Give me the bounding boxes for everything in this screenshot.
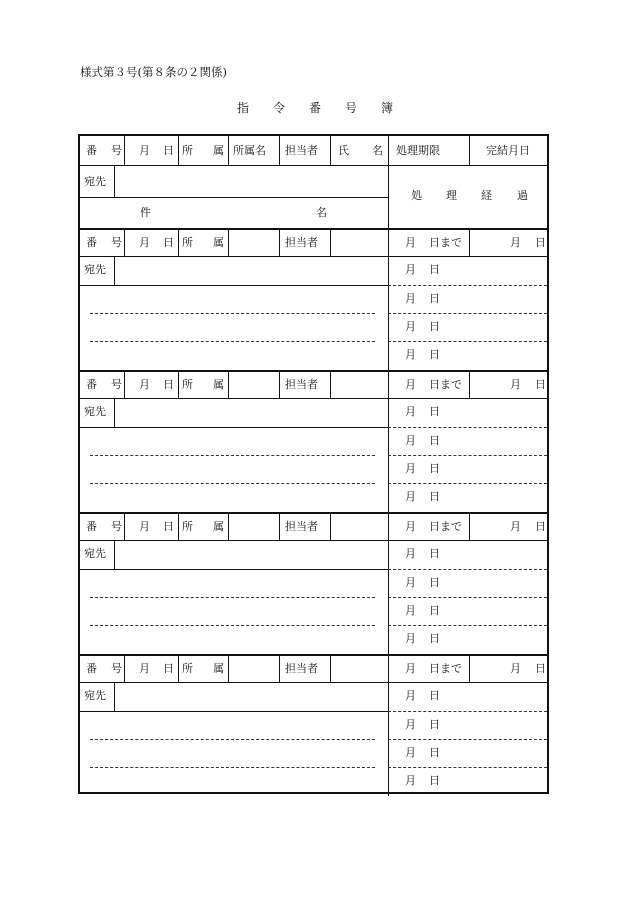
grid-line bbox=[279, 228, 280, 256]
grid-line bbox=[228, 136, 229, 165]
progress-month: 月 bbox=[405, 604, 416, 617]
deadline-month: 月 bbox=[405, 236, 416, 249]
block-day: 日 bbox=[163, 662, 174, 675]
block-tantousha: 担当者 bbox=[285, 520, 318, 533]
grid-line bbox=[330, 228, 331, 256]
progress-day: 日 bbox=[429, 462, 440, 475]
progress-column-line bbox=[388, 136, 389, 228]
header-keika-2: 理 bbox=[446, 189, 457, 202]
progress-dash-line bbox=[388, 313, 547, 314]
progress-dash-line bbox=[388, 285, 547, 286]
subject-dash-line bbox=[90, 341, 375, 342]
block-bango-1: 番 bbox=[86, 236, 97, 249]
block-tantousha: 担当者 bbox=[285, 236, 318, 249]
block-shozoku-1: 所 bbox=[182, 662, 193, 675]
progress-month: 月 bbox=[405, 718, 416, 731]
progress-day: 日 bbox=[429, 263, 440, 276]
block-row-line bbox=[80, 682, 547, 683]
grid-line bbox=[178, 512, 179, 540]
progress-day: 日 bbox=[429, 405, 440, 418]
header-shozoku-mei: 所属名 bbox=[233, 144, 266, 157]
block-shozoku-2: 属 bbox=[213, 662, 224, 675]
block-bango-1: 番 bbox=[86, 662, 97, 675]
block-3-top bbox=[80, 512, 547, 514]
title-char: 指 bbox=[236, 101, 249, 115]
block-day: 日 bbox=[163, 236, 174, 249]
progress-dash-line bbox=[388, 569, 547, 570]
progress-day: 日 bbox=[429, 490, 440, 503]
progress-month: 月 bbox=[405, 348, 416, 361]
block-row-line bbox=[80, 427, 388, 428]
grid-line bbox=[279, 654, 280, 682]
progress-day: 日 bbox=[429, 718, 440, 731]
block-bango-1: 番 bbox=[86, 378, 97, 391]
block-2-top bbox=[80, 370, 547, 372]
grid-line bbox=[279, 136, 280, 165]
grid-line bbox=[114, 165, 115, 197]
progress-day: 日 bbox=[429, 320, 440, 333]
grid-line bbox=[124, 512, 125, 540]
grid-line bbox=[114, 256, 115, 285]
header-bango-2: 号 bbox=[111, 144, 122, 157]
completed-day: 日 bbox=[535, 236, 546, 249]
block-atesaki: 宛先 bbox=[84, 263, 106, 276]
register-table bbox=[78, 134, 549, 794]
progress-month: 月 bbox=[405, 263, 416, 276]
block-month: 月 bbox=[139, 236, 150, 249]
block-row-line bbox=[80, 711, 388, 712]
progress-month: 月 bbox=[405, 320, 416, 333]
header-month: 月 bbox=[139, 144, 150, 157]
completed-day: 日 bbox=[535, 662, 546, 675]
progress-dash-line bbox=[388, 711, 547, 712]
block-atesaki: 宛先 bbox=[84, 547, 106, 560]
subject-dash-line bbox=[90, 483, 375, 484]
progress-day: 日 bbox=[429, 689, 440, 702]
block-tantousha: 担当者 bbox=[285, 662, 318, 675]
block-bango-2: 号 bbox=[111, 378, 122, 391]
progress-month: 月 bbox=[405, 490, 416, 503]
progress-day: 日 bbox=[429, 292, 440, 305]
grid-line bbox=[469, 654, 470, 682]
grid-line bbox=[178, 228, 179, 256]
block-month: 月 bbox=[139, 662, 150, 675]
block-shozoku-1: 所 bbox=[182, 520, 193, 533]
deadline-day: 日まで bbox=[429, 520, 462, 533]
grid-line bbox=[114, 682, 115, 711]
grid-line bbox=[469, 136, 470, 165]
progress-day: 日 bbox=[429, 434, 440, 447]
progress-dash-line bbox=[388, 625, 547, 626]
header-day: 日 bbox=[163, 144, 174, 157]
progress-day: 日 bbox=[429, 576, 440, 589]
header-shozoku-1: 所 bbox=[182, 144, 193, 157]
progress-column-line bbox=[388, 512, 389, 654]
header-shozoku-2: 属 bbox=[213, 144, 224, 157]
block-day: 日 bbox=[163, 378, 174, 391]
deadline-month: 月 bbox=[405, 378, 416, 391]
progress-month: 月 bbox=[405, 632, 416, 645]
header-shori-kigen: 処理期限 bbox=[396, 144, 440, 157]
deadline-month: 月 bbox=[405, 662, 416, 675]
title-char: 番 bbox=[308, 101, 321, 115]
header-row-divider bbox=[80, 165, 547, 166]
progress-dash-line bbox=[388, 455, 547, 456]
progress-month: 月 bbox=[405, 292, 416, 305]
deadline-month: 月 bbox=[405, 520, 416, 533]
header-kenmei-1: 件 bbox=[140, 206, 151, 219]
deadline-day: 日まで bbox=[429, 662, 462, 675]
progress-day: 日 bbox=[429, 348, 440, 361]
block-bango-2: 号 bbox=[111, 236, 122, 249]
block-atesaki: 宛先 bbox=[84, 405, 106, 418]
progress-column-line bbox=[388, 370, 389, 512]
title-char: 令 bbox=[272, 101, 285, 115]
progress-column-line bbox=[388, 654, 389, 796]
grid-line bbox=[228, 512, 229, 540]
subject-dash-line bbox=[90, 597, 375, 598]
subject-divider bbox=[80, 197, 388, 198]
form-number: 様式第３号(第８条の２関係) bbox=[80, 65, 227, 79]
title-char: 簿 bbox=[381, 101, 394, 115]
block-shozoku-1: 所 bbox=[182, 236, 193, 249]
completed-month: 月 bbox=[510, 520, 521, 533]
block-shozoku-2: 属 bbox=[213, 236, 224, 249]
block-row-line bbox=[80, 569, 388, 570]
grid-line bbox=[178, 370, 179, 398]
block-bango-1: 番 bbox=[86, 520, 97, 533]
subject-dash-line bbox=[90, 739, 375, 740]
grid-line bbox=[279, 370, 280, 398]
grid-line bbox=[124, 370, 125, 398]
header-shimei-2: 名 bbox=[372, 144, 383, 157]
header-keika-1: 処 bbox=[411, 189, 422, 202]
block-row-line bbox=[80, 285, 388, 286]
deadline-day: 日まで bbox=[429, 378, 462, 391]
progress-column-line bbox=[388, 228, 389, 370]
progress-dash-line bbox=[388, 739, 547, 740]
subject-dash-line bbox=[90, 313, 375, 314]
grid-line bbox=[330, 370, 331, 398]
progress-dash-line bbox=[388, 767, 547, 768]
grid-line bbox=[114, 540, 115, 569]
deadline-day: 日まで bbox=[429, 236, 462, 249]
grid-line bbox=[469, 370, 470, 398]
header-atesaki: 宛先 bbox=[84, 175, 106, 188]
grid-line bbox=[330, 512, 331, 540]
progress-dash-line bbox=[388, 597, 547, 598]
progress-month: 月 bbox=[405, 746, 416, 759]
grid-line bbox=[330, 654, 331, 682]
header-keika-4: 過 bbox=[517, 189, 528, 202]
completed-month: 月 bbox=[510, 236, 521, 249]
progress-dash-line bbox=[388, 341, 547, 342]
subject-dash-line bbox=[90, 625, 375, 626]
block-month: 月 bbox=[139, 520, 150, 533]
grid-line bbox=[124, 136, 125, 165]
grid-line bbox=[469, 228, 470, 256]
subject-dash-line bbox=[90, 767, 375, 768]
header-bango-1: 番 bbox=[86, 144, 97, 157]
block-row-line bbox=[80, 256, 547, 257]
block-shozoku-2: 属 bbox=[213, 378, 224, 391]
progress-month: 月 bbox=[405, 689, 416, 702]
progress-month: 月 bbox=[405, 547, 416, 560]
grid-line bbox=[330, 136, 331, 165]
grid-line bbox=[228, 654, 229, 682]
progress-month: 月 bbox=[405, 576, 416, 589]
progress-dash-line bbox=[388, 483, 547, 484]
header-kanketsu: 完結月日 bbox=[486, 144, 530, 157]
progress-day: 日 bbox=[429, 746, 440, 759]
header-keika-3: 経 bbox=[481, 189, 492, 202]
grid-line bbox=[114, 398, 115, 427]
block-4-top bbox=[80, 654, 547, 656]
progress-day: 日 bbox=[429, 774, 440, 787]
grid-line bbox=[228, 228, 229, 256]
completed-day: 日 bbox=[535, 520, 546, 533]
grid-line bbox=[124, 654, 125, 682]
header-kenmei-2: 名 bbox=[316, 206, 327, 219]
progress-month: 月 bbox=[405, 434, 416, 447]
progress-month: 月 bbox=[405, 774, 416, 787]
subject-dash-line bbox=[90, 455, 375, 456]
header-shimei-1: 氏 bbox=[338, 144, 349, 157]
progress-dash-line bbox=[388, 427, 547, 428]
completed-day: 日 bbox=[535, 378, 546, 391]
grid-line bbox=[228, 370, 229, 398]
block-shozoku-1: 所 bbox=[182, 378, 193, 391]
block-day: 日 bbox=[163, 520, 174, 533]
header-tantousha: 担当者 bbox=[285, 144, 318, 157]
progress-month: 月 bbox=[405, 462, 416, 475]
block-month: 月 bbox=[139, 378, 150, 391]
block-row-line bbox=[80, 398, 547, 399]
grid-line bbox=[469, 512, 470, 540]
document-title bbox=[0, 99, 630, 116]
progress-day: 日 bbox=[429, 547, 440, 560]
progress-day: 日 bbox=[429, 632, 440, 645]
progress-day: 日 bbox=[429, 604, 440, 617]
block-bango-2: 号 bbox=[111, 662, 122, 675]
grid-line bbox=[124, 228, 125, 256]
grid-line bbox=[279, 512, 280, 540]
completed-month: 月 bbox=[510, 662, 521, 675]
block-bango-2: 号 bbox=[111, 520, 122, 533]
title-char: 号 bbox=[345, 101, 358, 115]
completed-month: 月 bbox=[510, 378, 521, 391]
progress-month: 月 bbox=[405, 405, 416, 418]
grid-line bbox=[178, 136, 179, 165]
block-row-line bbox=[80, 540, 547, 541]
block-1-top bbox=[80, 228, 547, 230]
block-tantousha: 担当者 bbox=[285, 378, 318, 391]
grid-line bbox=[178, 654, 179, 682]
block-shozoku-2: 属 bbox=[213, 520, 224, 533]
block-atesaki: 宛先 bbox=[84, 689, 106, 702]
